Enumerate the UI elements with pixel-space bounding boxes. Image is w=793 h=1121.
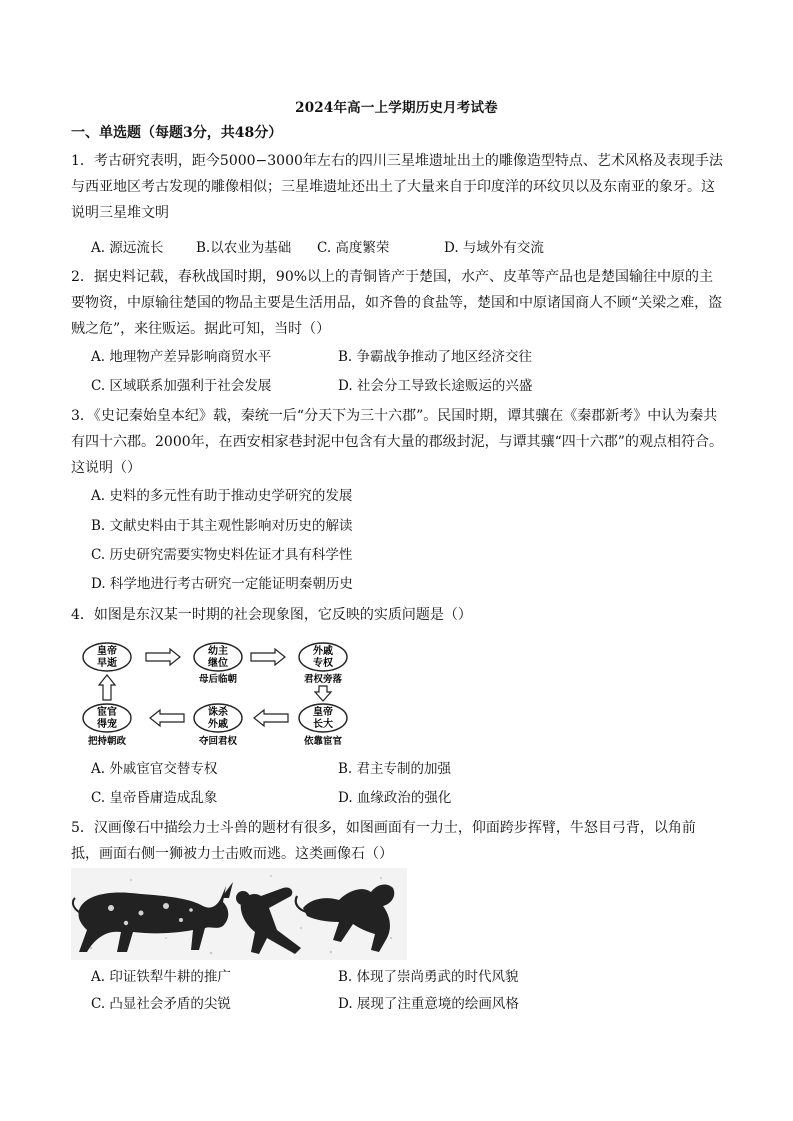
svg-text:早逝: 早逝 (97, 658, 117, 669)
q5-option-d[interactable]: D. 展现了注重意境的绘画风格 (338, 996, 519, 1012)
svg-text:得宠: 得宠 (97, 719, 117, 730)
question-5-stem: 5．汉画像石中描绘力士斗兽的题材有很多，如图画面有一力士，仰面跨步挥臂，牛怒目弓背，以角前抵，画面右侧一狮被力士击败而逃。这类画像石（） (71, 820, 696, 862)
q5-stone-relief-image (71, 868, 407, 960)
node-consort-clan (299, 643, 347, 685)
q2-option-b[interactable]: B. 争霸战争推动了地区经济交往 (338, 349, 533, 365)
q2-option-a[interactable]: A. 地理物产差异影响商贸水平 (91, 349, 272, 365)
question-4-stem: 4．如图是东汉某一时期的社会现象图，它反映的实质问题是（） (71, 607, 472, 623)
svg-text:夺回君权: 夺回君权 (198, 736, 238, 747)
svg-text:皇帝: 皇帝 (97, 646, 117, 657)
question-1-stem: 1．考古研究表明，距今5000−3000年左右的四川三星堆遗址出土的雕像造型特点、艺术风格及表现手法与西亚地区考古发现的雕像相似；三星堆遗址还出土了大量来自于印度洋的环纹贝以及东南亚的象牙。这说明三星堆文明 (71, 153, 723, 221)
q5-option-a[interactable]: A. 印证铁犁牛耕的推广 (91, 969, 231, 985)
svg-text:把持朝政: 把持朝政 (87, 736, 127, 747)
svg-text:外戚: 外戚 (313, 646, 333, 657)
arrow-right-icon (146, 649, 180, 665)
q1-option-d[interactable]: D. 与域外有交流 (444, 240, 544, 256)
svg-text:外戚: 外戚 (208, 719, 228, 730)
node-kill-consorts (194, 704, 242, 747)
arrow-down-icon (315, 686, 331, 701)
svg-text:继位: 继位 (208, 658, 228, 669)
svg-text:幼主: 幼主 (208, 646, 228, 657)
question-2-stem: 2．据史料记载，春秋战国时期，90%以上的青铜皆产于楚国，水产、皮革等产品也是楚国输往中原的主要物资，中原输往楚国的物品主要是生活用品，如齐鲁的食盐等，楚国和中原诸国商人不顾“关梁之难，盗贼之危”，来往贩运。据此可知，当时（） (71, 269, 723, 337)
arrow-left-icon (150, 710, 184, 726)
q4-option-b[interactable]: B. 君主专制的加强 (338, 761, 452, 777)
arrow-left-icon (254, 710, 288, 726)
svg-text:君权旁落: 君权旁落 (303, 674, 343, 685)
q3-option-d[interactable]: D. 科学地进行考古研究一定能证明秦朝历史 (91, 576, 353, 592)
node-young-ruler (194, 643, 242, 685)
q4-option-a[interactable]: A. 外戚宦官交替专权 (91, 761, 218, 777)
svg-text:皇帝: 皇帝 (313, 707, 333, 718)
svg-text:诛杀: 诛杀 (208, 707, 228, 718)
arrow-right-icon (251, 649, 285, 665)
q1-option-a[interactable]: A. 源远流长 (91, 240, 164, 256)
q4-option-c[interactable]: C. 皇帝昏庸造成乱象 (91, 790, 218, 806)
svg-text:依靠宦官: 依靠宦官 (303, 736, 343, 747)
q5-option-b[interactable]: B. 体现了崇尚勇武的时代风貌 (338, 969, 519, 985)
q1-option-c[interactable]: C. 高度繁荣 (317, 240, 390, 256)
svg-text:专权: 专权 (313, 658, 333, 669)
node-emperor-early-death (83, 643, 131, 671)
q3-option-a[interactable]: A. 史料的多元性有助于推动史学研究的发展 (91, 488, 353, 504)
q3-option-c[interactable]: C. 历史研究需要实物史料佐证才具有科学性 (91, 547, 353, 563)
q1-option-b[interactable]: B.以农业为基础 (196, 240, 292, 256)
q3-option-b[interactable]: B. 文献史料由于其主观性影响对历史的解读 (91, 518, 353, 534)
arrow-up-icon (99, 675, 115, 700)
node-eunuch-favored (83, 704, 131, 747)
svg-text:宦官: 宦官 (97, 707, 117, 718)
q4-flow-diagram (70, 636, 370, 752)
q2-option-d[interactable]: D. 社会分工导致长途贩运的兴盛 (338, 378, 533, 394)
q4-option-d[interactable]: D. 血缘政治的强化 (338, 790, 452, 806)
node-emperor-grown (299, 704, 347, 747)
svg-text:长大: 长大 (313, 719, 333, 730)
q5-option-c[interactable]: C. 凸显社会矛盾的尖锐 (91, 996, 231, 1012)
svg-text:母后临朝: 母后临朝 (198, 674, 238, 685)
question-3-stem: 3．《史记秦始皇本纪》载，秦统一后“分天下为三十六郡”。民国时期，谭其骧在《秦郡新考》中认为秦共有四十六郡。2000年，在西安相家巷封泥中包含有大量的郡级封泥，与谭其骧“四十六郡”的观点相符合。这说明（） (71, 408, 723, 476)
exam-title: 2024年高一上学期历史月考试卷 (295, 100, 498, 116)
section-heading: 一、单选题（每题3分，共48分） (71, 125, 283, 141)
q2-option-c[interactable]: C. 区域联系加强利于社会发展 (91, 378, 272, 394)
